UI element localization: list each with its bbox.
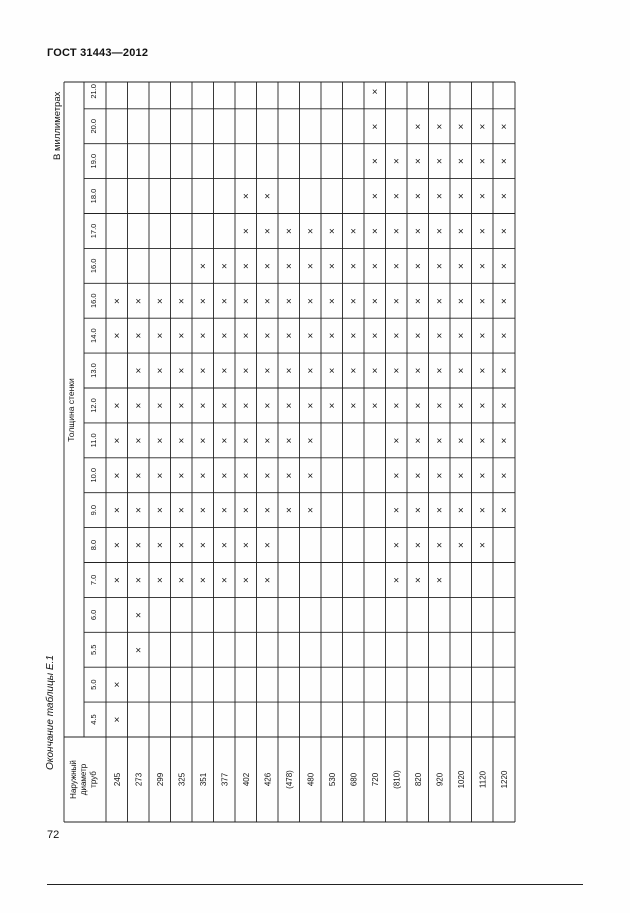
applicability-mark: × — [135, 610, 142, 622]
applicability-mark: × — [457, 435, 464, 447]
applicability-mark: × — [457, 470, 464, 482]
diameter-label: 273 — [134, 772, 144, 787]
applicability-mark: × — [457, 226, 464, 238]
applicability-mark: × — [178, 470, 185, 482]
applicability-mark: × — [221, 470, 228, 482]
applicability-mark: × — [307, 366, 314, 378]
applicability-mark: × — [307, 505, 314, 517]
applicability-mark: × — [393, 400, 400, 412]
applicability-mark: × — [328, 366, 335, 378]
diameter-header: труб — [89, 771, 98, 788]
applicability-mark: × — [285, 261, 292, 273]
diameter-label: 480 — [306, 772, 316, 787]
footer-rule — [47, 884, 583, 885]
applicability-mark: × — [371, 191, 378, 203]
thickness-label: 19.0 — [89, 153, 98, 169]
applicability-mark: × — [500, 191, 507, 203]
applicability-mark: × — [479, 331, 486, 343]
diameter-label: 1120 — [478, 770, 488, 789]
applicability-mark: × — [307, 296, 314, 308]
applicability-mark: × — [199, 540, 206, 552]
applicability-mark: × — [242, 366, 249, 378]
applicability-mark: × — [264, 435, 271, 447]
applicability-mark: × — [414, 435, 421, 447]
diameter-label: 920 — [435, 772, 445, 787]
applicability-mark: × — [436, 470, 443, 482]
applicability-mark: × — [500, 470, 507, 482]
diameter-label: 720 — [370, 772, 380, 787]
applicability-mark: × — [436, 191, 443, 203]
applicability-mark: × — [350, 226, 357, 238]
diameter-label: 530 — [327, 772, 337, 787]
applicability-mark: × — [479, 435, 486, 447]
applicability-mark: × — [264, 226, 271, 238]
applicability-mark: × — [457, 156, 464, 168]
applicability-mark: × — [178, 575, 185, 587]
table-caption: Окончание таблицы Е.1 — [45, 655, 56, 770]
applicability-mark: × — [221, 261, 228, 273]
applicability-mark: × — [178, 435, 185, 447]
applicability-mark: × — [436, 226, 443, 238]
applicability-mark: × — [242, 470, 249, 482]
applicability-mark: × — [350, 296, 357, 308]
applicability-mark: × — [113, 575, 120, 587]
applicability-mark: × — [414, 191, 421, 203]
applicability-mark: × — [479, 296, 486, 308]
applicability-mark: × — [436, 331, 443, 343]
applicability-mark: × — [113, 400, 120, 412]
thickness-label: 13.0 — [89, 363, 98, 378]
applicability-mark: × — [457, 400, 464, 412]
applicability-mark: × — [479, 156, 486, 168]
diameter-label: 325 — [177, 772, 187, 787]
applicability-mark: × — [371, 261, 378, 273]
applicability-mark: × — [414, 400, 421, 412]
thickness-label: 16.0 — [89, 258, 98, 274]
applicability-mark: × — [178, 400, 185, 412]
applicability-mark: × — [414, 540, 421, 552]
applicability-mark: × — [393, 575, 400, 587]
applicability-mark: × — [264, 191, 271, 203]
applicability-mark: × — [135, 575, 142, 587]
applicability-mark: × — [414, 261, 421, 273]
applicability-mark: × — [156, 296, 163, 308]
thickness-label: 7.0 — [89, 574, 98, 586]
applicability-mark: × — [221, 435, 228, 447]
thickness-label: 14.0 — [89, 328, 98, 343]
applicability-mark: × — [221, 366, 228, 378]
applicability-mark: × — [113, 540, 120, 552]
applicability-mark: × — [371, 86, 378, 98]
applicability-mark: × — [199, 575, 206, 587]
page-number: 72 — [47, 829, 60, 841]
diameter-label: 1020 — [456, 770, 466, 789]
diameter-label: 299 — [155, 772, 165, 787]
applicability-mark: × — [393, 191, 400, 203]
applicability-mark: × — [500, 296, 507, 308]
applicability-mark: × — [264, 296, 271, 308]
thickness-label: 21.0 — [89, 84, 98, 99]
applicability-mark: × — [393, 540, 400, 552]
applicability-mark: × — [479, 226, 486, 238]
applicability-mark: × — [156, 331, 163, 343]
diameter-header: диаметр — [79, 763, 88, 796]
applicability-mark: × — [393, 261, 400, 273]
applicability-mark: × — [135, 331, 142, 343]
applicability-mark: × — [500, 226, 507, 238]
applicability-mark: × — [156, 366, 163, 378]
applicability-mark: × — [199, 331, 206, 343]
applicability-mark: × — [178, 366, 185, 378]
applicability-mark: × — [199, 400, 206, 412]
thickness-label: 4.5 — [89, 714, 98, 725]
applicability-mark: × — [328, 261, 335, 273]
applicability-mark: × — [414, 121, 421, 133]
applicability-mark: × — [500, 435, 507, 447]
applicability-mark: × — [479, 540, 486, 552]
applicability-mark: × — [457, 331, 464, 343]
applicability-mark: × — [285, 470, 292, 482]
applicability-mark: × — [285, 331, 292, 343]
applicability-mark: × — [371, 296, 378, 308]
applicability-mark: × — [371, 121, 378, 133]
applicability-mark: × — [264, 505, 271, 517]
applicability-mark: × — [414, 156, 421, 168]
applicability-mark: × — [500, 505, 507, 517]
applicability-mark: × — [242, 505, 249, 517]
thickness-label: 16.0 — [89, 293, 98, 309]
applicability-mark: × — [500, 331, 507, 343]
document-title: ГОСТ 31443—2012 — [47, 47, 149, 59]
applicability-mark: × — [436, 400, 443, 412]
applicability-mark: × — [242, 400, 249, 412]
applicability-mark: × — [156, 400, 163, 412]
thickness-label: 5.0 — [89, 679, 98, 690]
applicability-mark: × — [500, 400, 507, 412]
applicability-mark: × — [135, 645, 142, 657]
diameter-header: Наружный — [69, 760, 78, 799]
applicability-mark: × — [264, 400, 271, 412]
applicability-mark: × — [371, 400, 378, 412]
diameter-label: (478) — [284, 770, 294, 789]
applicability-mark: × — [436, 505, 443, 517]
diameter-label: 1220 — [499, 770, 509, 789]
applicability-mark: × — [414, 575, 421, 587]
diameter-label: 377 — [220, 772, 230, 787]
applicability-mark: × — [414, 296, 421, 308]
applicability-mark: × — [350, 366, 357, 378]
applicability-mark: × — [242, 191, 249, 203]
applicability-mark: × — [307, 400, 314, 412]
applicability-mark: × — [264, 261, 271, 273]
applicability-mark: × — [393, 505, 400, 517]
applicability-mark: × — [393, 331, 400, 343]
applicability-mark: × — [242, 575, 249, 587]
applicability-mark: × — [414, 470, 421, 482]
applicability-mark: × — [135, 470, 142, 482]
applicability-mark: × — [285, 366, 292, 378]
thickness-label: 5.5 — [89, 644, 98, 655]
applicability-mark: × — [328, 331, 335, 343]
applicability-mark: × — [221, 575, 228, 587]
applicability-mark: × — [479, 261, 486, 273]
applicability-mark: × — [307, 331, 314, 343]
applicability-mark: × — [479, 191, 486, 203]
applicability-mark: × — [436, 156, 443, 168]
applicability-mark: × — [285, 400, 292, 412]
units-label: В миллиметрах — [52, 91, 63, 160]
applicability-mark: × — [479, 366, 486, 378]
applicability-mark: × — [371, 331, 378, 343]
applicability-mark: × — [436, 366, 443, 378]
diameter-label: 351 — [198, 772, 208, 787]
applicability-mark: × — [178, 540, 185, 552]
applicability-mark: × — [350, 331, 357, 343]
thickness-header: Толщина стенки — [66, 378, 76, 442]
applicability-mark: × — [500, 156, 507, 168]
applicability-mark: × — [307, 435, 314, 447]
applicability-mark: × — [242, 540, 249, 552]
applicability-mark: × — [113, 470, 120, 482]
applicability-mark: × — [199, 296, 206, 308]
applicability-mark: × — [350, 261, 357, 273]
thickness-label: 6.0 — [89, 609, 98, 621]
applicability-mark: × — [178, 296, 185, 308]
applicability-mark: × — [500, 366, 507, 378]
applicability-mark: × — [328, 226, 335, 238]
applicability-mark: × — [436, 121, 443, 133]
applicability-mark: × — [371, 366, 378, 378]
applicability-mark: × — [264, 575, 271, 587]
applicability-mark: × — [264, 331, 271, 343]
applicability-mark: × — [113, 715, 120, 727]
applicability-mark: × — [221, 505, 228, 517]
applicability-mark: × — [135, 505, 142, 517]
applicability-mark: × — [113, 296, 120, 308]
applicability-mark: × — [135, 540, 142, 552]
applicability-mark: × — [500, 261, 507, 273]
applicability-mark: × — [393, 435, 400, 447]
diameter-label: 426 — [263, 772, 273, 787]
applicability-mark: × — [135, 296, 142, 308]
applicability-mark: × — [199, 470, 206, 482]
applicability-mark: × — [156, 505, 163, 517]
applicability-mark: × — [242, 261, 249, 273]
applicability-mark: × — [500, 121, 507, 133]
applicability-mark: × — [414, 331, 421, 343]
applicability-mark: × — [221, 540, 228, 552]
diameter-label: 245 — [112, 772, 122, 787]
applicability-mark: × — [479, 121, 486, 133]
thickness-label: 12.0 — [89, 398, 98, 413]
applicability-mark: × — [242, 331, 249, 343]
applicability-mark: × — [436, 575, 443, 587]
applicability-mark: × — [393, 366, 400, 378]
applicability-mark: × — [393, 226, 400, 238]
applicability-mark: × — [135, 400, 142, 412]
applicability-mark: × — [436, 296, 443, 308]
applicability-mark: × — [457, 366, 464, 378]
applicability-mark: × — [393, 470, 400, 482]
applicability-mark: × — [371, 156, 378, 168]
applicability-mark: × — [307, 470, 314, 482]
applicability-mark: × — [113, 331, 120, 343]
applicability-mark: × — [178, 331, 185, 343]
applicability-mark: × — [457, 191, 464, 203]
applicability-mark: × — [156, 470, 163, 482]
applicability-mark: × — [479, 470, 486, 482]
thickness-label: 17.0 — [89, 223, 98, 239]
applicability-mark: × — [285, 505, 292, 517]
applicability-mark: × — [113, 435, 120, 447]
applicability-mark: × — [242, 435, 249, 447]
applicability-mark: × — [285, 435, 292, 447]
applicability-mark: × — [242, 296, 249, 308]
applicability-mark: × — [156, 575, 163, 587]
applicability-mark: × — [178, 505, 185, 517]
applicability-mark: × — [264, 366, 271, 378]
thickness-label: 11.0 — [89, 433, 98, 448]
thickness-label: 10.0 — [89, 467, 98, 483]
applicability-mark: × — [457, 296, 464, 308]
diameter-label: (810) — [392, 770, 402, 789]
applicability-mark: × — [285, 226, 292, 238]
applicability-mark: × — [113, 505, 120, 517]
applicability-mark: × — [307, 261, 314, 273]
applicability-mark: × — [113, 680, 120, 692]
applicability-mark: × — [414, 226, 421, 238]
applicability-mark: × — [285, 296, 292, 308]
applicability-mark: × — [393, 296, 400, 308]
applicability-mark: × — [156, 435, 163, 447]
thickness-label: 18.0 — [89, 188, 98, 204]
thickness-label: 8.0 — [89, 539, 98, 551]
applicability-mark: × — [414, 366, 421, 378]
applicability-mark: × — [328, 400, 335, 412]
applicability-mark: × — [436, 540, 443, 552]
applicability-mark: × — [264, 470, 271, 482]
applicability-mark: × — [221, 296, 228, 308]
applicability-mark: × — [479, 505, 486, 517]
thickness-label: 20.0 — [89, 118, 98, 134]
applicability-mark: × — [457, 121, 464, 133]
applicability-mark: × — [328, 296, 335, 308]
diameter-label: 680 — [349, 772, 359, 787]
applicability-mark: × — [221, 400, 228, 412]
applicability-mark: × — [264, 540, 271, 552]
applicability-mark: × — [307, 226, 314, 238]
applicability-mark: × — [156, 540, 163, 552]
applicability-mark: × — [414, 505, 421, 517]
applicability-mark: × — [199, 435, 206, 447]
applicability-mark: × — [457, 505, 464, 517]
applicability-mark: × — [436, 435, 443, 447]
applicability-mark: × — [393, 156, 400, 168]
applicability-mark: × — [457, 261, 464, 273]
diameter-label: 820 — [413, 772, 423, 787]
thickness-label: 9.0 — [89, 504, 98, 516]
diameter-label: 402 — [241, 772, 251, 787]
applicability-mark: × — [350, 400, 357, 412]
applicability-mark: × — [199, 366, 206, 378]
applicability-mark: × — [457, 540, 464, 552]
applicability-mark: × — [371, 226, 378, 238]
applicability-mark: × — [199, 505, 206, 517]
applicability-mark: × — [242, 226, 249, 238]
applicability-mark: × — [479, 400, 486, 412]
applicability-mark: × — [135, 366, 142, 378]
applicability-mark: × — [135, 435, 142, 447]
applicability-mark: × — [199, 261, 206, 273]
applicability-mark: × — [436, 261, 443, 273]
applicability-mark: × — [221, 331, 228, 343]
